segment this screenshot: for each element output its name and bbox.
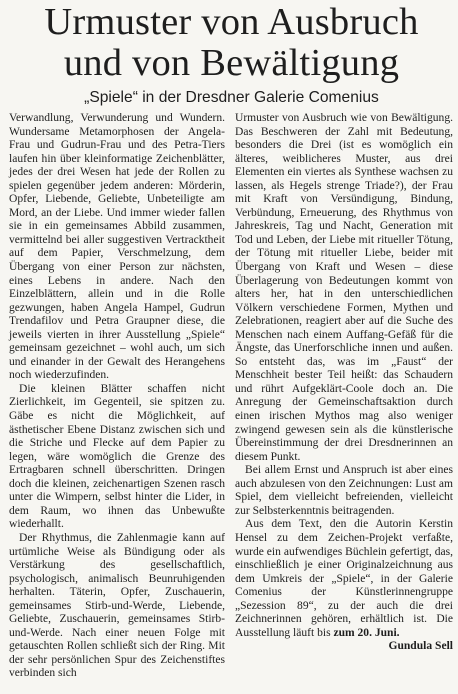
- left-column: [9, 112, 225, 681]
- author-byline: Gundula Sell: [388, 640, 453, 653]
- right-column: [235, 112, 453, 654]
- article-subheadline: „Spiele“ in der Dresdner Galerie Comenius: [84, 89, 379, 106]
- paragraph: Die kleinen Blätter schaffen nicht Zierlichkeit, im Gegenteil, sie spitzen zu. Gäbe es nicht die Möglichkeit, auf ästhetischer Ebene Distanz zwischen sich und die Striche und Flecke auf dem Papier zu legen, wäre womöglich die Grenze des Ertragbaren schnell überschritten. Dringen doch die kleinen, zeichenartigen Szenen rasch unter die Wimpern, selbst hinter die Lider, in dem Raum, wo ihnen das Unbewußte wiederhallt.: [9, 382, 225, 531]
- paragraph-text: Aus dem Text, den die Autorin Kerstin Hensel zu dem Zeichen-Projekt verfaßte, wurde ein aufwendiges Büchlein gefertigt, das, einschließlich je einer Originalzeichnung aus dem Umkreis der „Spiele“, in der Galerie Comenius der Künstlerinnengruppe „Sezession 89“, zu der auch die drei Zeichnerinnen gehören, erhältlich ist. Die Ausstellung läuft bis: [235, 518, 453, 639]
- article-headline: [9, 0, 454, 84]
- headline-line-1: Urmuster von Ausbruch: [44, 1, 419, 43]
- closing-date: zum 20. Juni.: [333, 626, 400, 639]
- headline-line-2: und von Bewältigung: [63, 42, 400, 84]
- paragraph: Bei allem Ernst und Anspruch ist aber eines auch abzulesen von den Zeichnungen: Lust am Spiel, dem vielleicht befreienden, vielleicht zur Selbsterkenntnis beitragenden.: [235, 464, 453, 517]
- paragraph: Der Rhythmus, die Zahlenmagie kann auf urtümliche Weise als Bündigung oder als Verstärkung des gesellschaftlich, psychologisch, animalisch Beunruhigenden herhalten. Täterin, Opfer, Zuschauerin, gemeinsames Stirb-und-Werde, Liebende, Geliebte, Zuschauerin, gemeinsames Stirb-und-Werde. Nach einer neuen Folge mit getauschten Rollen schließt sich der Ring. Mit der sehr persönlichen Spur des Zeichenstiftes verbinden sich: [9, 531, 225, 680]
- paragraph: Verwandlung, Verwunderung und Wundern. Wundersame Metamorphosen der Angela-Frau und Gudrun-Frau und des Petra-Tiers laufen hin über kleinformatige Zeichenblätter, jedes der drei Wesen hat jede der Rollen zu spielen gegenüber jedem anderen: Mörderin, Opfer, Liebende, Geliebte, Unbeteiligte am Mord, an der Liebe. Und immer wieder fallen sie in ein gemeinsames Abbild zusammen, vermittelnd bei aller suggestiven Vertracktheit auf dem Papier, Verschmelzung, dem Übergang von einer Person zur nächsten, eines Lebens in andere. Nach den Einzelblättern, allein und in die Rolle gezwungen, haben Angela Hampel, Gudrun Trendafilov und Petra Graupner diese, die jeweils vierten in ihrer Ausstellung „Spiele“ gemeinsam gezeichnet – wohl auch, um sich und einander in der Gewalt des Herangehens noch wiederzufinden.: [9, 112, 225, 382]
- paragraph-last: [235, 518, 453, 653]
- paragraph: Urmuster von Ausbruch wie von Bewältigung. Das Beschweren der Zahl mit Bedeutung, besonders die Drei (ist es womöglich ein älteres, weiblicheres Muster, aus drei Elementen ein viertes als Synthese wachsen zu lassen, als Hegels strenge Triade?), der Frau mit Kraft von Versündigung, Bindung, Verbündung, Erneuerung, des Rhythmus von Jahreskreis, Tag und Nacht, Generation mit Tod und Leben, der Liebe mit ritueller Tötung, der Tötung mit ritueller Liebe, beider mit Übergang von Kraft und Wesen – diese Überlagerung von Bedeutungen kommt von alters her, hat in den unterschiedlichen Völkern verschiedene Formen, Mythen und Zelebrationen, reagiert aber auf die Suche des Menschen nach einem Auffang-Gefäß für die Ängste, das Unerforschliche innen und außen. So entsteht das, was im „Faust“ der Menschheit bester Teil heißt: das Schaudern und rührt Aufgeklärt-Coole doch an. Die Anregung der Gemeinschaftsaktion durch einen irischen Mythos mag also weniger zwingend gewesen sein als die künstlerische Übereinstimmung der drei Dresdnerinnen an diesem Punkt.: [235, 112, 453, 463]
